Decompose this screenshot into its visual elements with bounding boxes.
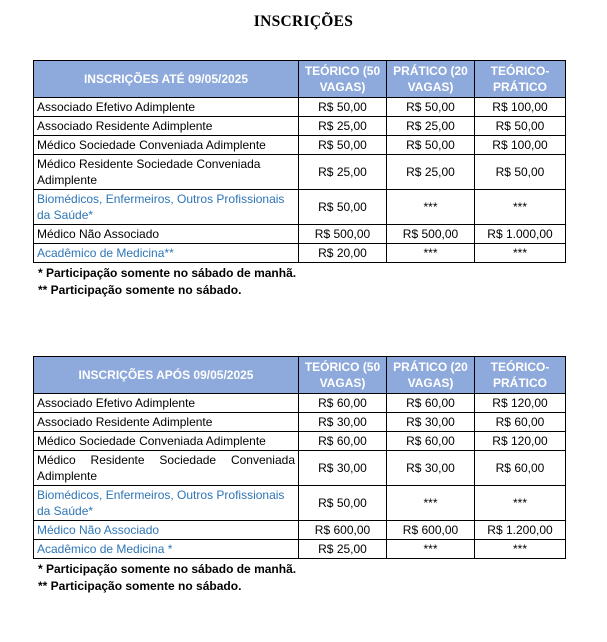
table-row: [34, 155, 566, 190]
row-teorico-price: R$ 25,00: [299, 155, 387, 190]
row-pratico-price: ***: [387, 540, 475, 559]
row-teorico-price: R$ 60,00: [299, 394, 387, 413]
row-category: Médico Sociedade Conveniada Adimplente: [34, 432, 299, 451]
row-category: Médico Não Associado: [34, 225, 299, 244]
row-teorico-pratico-price: R$ 120,00: [475, 394, 566, 413]
table-row: [34, 540, 566, 559]
pricing-table-after-deadline: [33, 356, 566, 559]
header-teorico: TEÓRICO (50 VAGAS): [299, 61, 387, 98]
table-row: [34, 117, 566, 136]
row-category: Médico Residente Sociedade Conveniada Adimplente: [34, 155, 299, 190]
row-pratico-price: R$ 60,00: [387, 432, 475, 451]
header-teorico-pratico: TEÓRICO-PRÁTICO: [475, 357, 566, 394]
row-pratico-price: ***: [387, 486, 475, 521]
row-category: Associado Residente Adimplente: [34, 117, 299, 136]
row-teorico-pratico-price: R$ 50,00: [475, 155, 566, 190]
header-teorico-pratico: TEÓRICO-PRÁTICO: [475, 61, 566, 98]
pricing-table-before-deadline: [33, 60, 566, 263]
footnotes: [33, 265, 565, 299]
table-row: [34, 244, 566, 263]
row-teorico-price: R$ 50,00: [299, 98, 387, 117]
header-category: INSCRIÇÕES ATÉ 09/05/2025: [34, 61, 299, 98]
footnote-morning: * Participação somente no sábado de manhã.: [38, 266, 297, 280]
row-teorico-pratico-price: ***: [475, 190, 566, 225]
row-teorico-price: R$ 50,00: [299, 136, 387, 155]
row-category: Associado Efetivo Adimplente: [34, 98, 299, 117]
row-pratico-price: R$ 25,00: [387, 155, 475, 190]
table-row: [34, 521, 566, 540]
row-category: Acadêmico de Medicina *: [34, 540, 299, 559]
row-teorico-pratico-price: R$ 1.000,00: [475, 225, 566, 244]
table-row: [34, 432, 566, 451]
table-row: [34, 394, 566, 413]
row-category: Acadêmico de Medicina**: [34, 244, 299, 263]
table-row: [34, 486, 566, 521]
row-teorico-pratico-price: R$ 1.200,00: [475, 521, 566, 540]
row-pratico-price: ***: [387, 244, 475, 263]
footnote-saturday: ** Participação somente no sábado.: [38, 283, 242, 297]
row-category: Médico Não Associado: [34, 521, 299, 540]
row-teorico-pratico-price: R$ 120,00: [475, 432, 566, 451]
row-category: Biomédicos, Enfermeiros, Outros Profissionais da Saúde*: [34, 190, 299, 225]
row-teorico-pratico-price: R$ 60,00: [475, 413, 566, 432]
row-teorico-pratico-price: R$ 50,00: [475, 117, 566, 136]
row-teorico-price: R$ 50,00: [299, 190, 387, 225]
header-pratico: PRÁTICO (20 VAGAS): [387, 357, 475, 394]
row-teorico-price: R$ 20,00: [299, 244, 387, 263]
row-teorico-pratico-price: ***: [475, 244, 566, 263]
table-header-row: [34, 357, 566, 394]
row-teorico-pratico-price: ***: [475, 540, 566, 559]
row-teorico-pratico-price: R$ 100,00: [475, 98, 566, 117]
row-teorico-price: R$ 25,00: [299, 540, 387, 559]
table-header-row: [34, 61, 566, 98]
row-category: Associado Efetivo Adimplente: [34, 394, 299, 413]
row-pratico-price: R$ 30,00: [387, 413, 475, 432]
row-teorico-price: R$ 25,00: [299, 117, 387, 136]
table-row: [34, 136, 566, 155]
row-pratico-price: R$ 25,00: [387, 117, 475, 136]
row-teorico-pratico-price: R$ 60,00: [475, 451, 566, 486]
row-teorico-price: R$ 30,00: [299, 451, 387, 486]
row-pratico-price: R$ 500,00: [387, 225, 475, 244]
row-teorico-price: R$ 50,00: [299, 486, 387, 521]
row-category: Médico Residente Sociedade Conveniada Adimplente: [34, 451, 299, 486]
row-pratico-price: R$ 600,00: [387, 521, 475, 540]
table-row: [34, 98, 566, 117]
page-title: INSCRIÇÕES: [253, 13, 354, 30]
table-row: [34, 190, 566, 225]
row-pratico-price: R$ 30,00: [387, 451, 475, 486]
header-category: INSCRIÇÕES APÓS 09/05/2025: [34, 357, 299, 394]
row-teorico-pratico-price: R$ 100,00: [475, 136, 566, 155]
row-teorico-price: R$ 60,00: [299, 432, 387, 451]
pricing-section-before-deadline: [33, 60, 565, 299]
table-row: [34, 451, 566, 486]
footnotes: [33, 561, 565, 595]
row-teorico-price: R$ 600,00: [299, 521, 387, 540]
table-row: [34, 225, 566, 244]
row-category: Biomédicos, Enfermeiros, Outros Profissionais da Saúde*: [34, 486, 299, 521]
footnote-morning: * Participação somente no sábado de manhã.: [38, 562, 297, 576]
table-row: [34, 413, 566, 432]
row-category: Médico Sociedade Conveniada Adimplente: [34, 136, 299, 155]
row-category: Associado Residente Adimplente: [34, 413, 299, 432]
header-pratico: PRÁTICO (20 VAGAS): [387, 61, 475, 98]
pricing-section-after-deadline: [33, 356, 565, 595]
row-pratico-price: ***: [387, 190, 475, 225]
row-pratico-price: R$ 50,00: [387, 98, 475, 117]
header-teorico: TEÓRICO (50 VAGAS): [299, 357, 387, 394]
row-pratico-price: R$ 50,00: [387, 136, 475, 155]
row-teorico-pratico-price: ***: [475, 486, 566, 521]
row-teorico-price: R$ 30,00: [299, 413, 387, 432]
row-teorico-price: R$ 500,00: [299, 225, 387, 244]
footnote-saturday: ** Participação somente no sábado.: [38, 579, 242, 593]
row-pratico-price: R$ 60,00: [387, 394, 475, 413]
